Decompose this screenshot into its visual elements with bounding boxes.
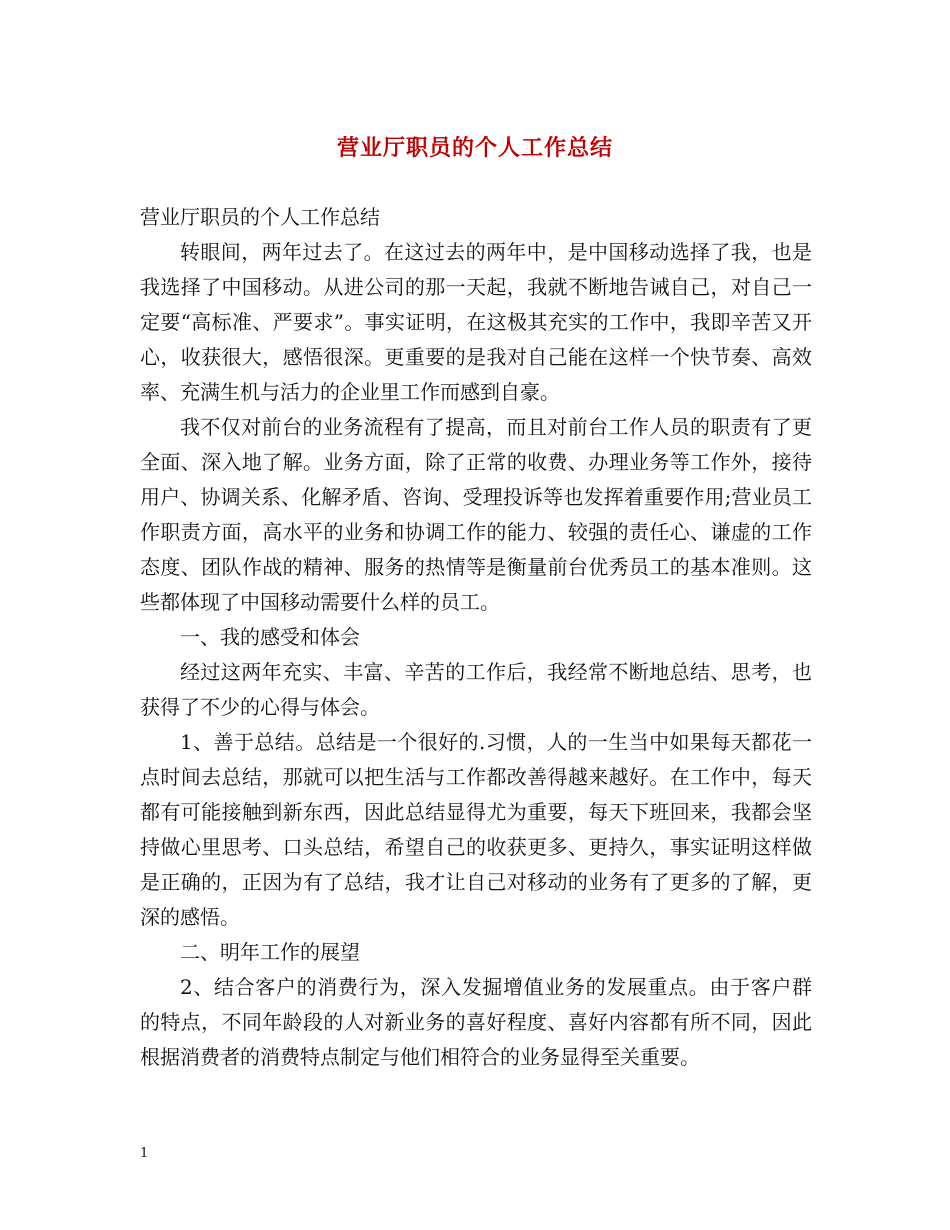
page-number: 1	[140, 1146, 149, 1161]
body-paragraph: 我不仅对前台的业务流程有了提高，而且对前台工作人员的职责有了更全面、深入地了解。业务方面，除了正常的收费、办理业务等工作外，接待用户、协调关系、化解矛盾、咨询、受理投诉等也发挥着重要作用;营业员工作职责方面，高水平的业务和协调工作的能力、较强的责任心、谦虚的工作态度、团队作战的精神、服务的热情等是衡量前台优秀员工的基本准则。这些都体现了中国移动需要什么样的员工。	[140, 415, 812, 614]
body-paragraph: 2、结合客户的消费行为，深入发掘增值业务的发展重点。由于客户群的特点，不同年龄段的人对新业务的喜好程度、喜好内容都有所不同，因此根据消费者的消费特点制定与他们相符合的业务显得至关重要。	[140, 975, 812, 1069]
section-heading: 二、明年工作的展望	[180, 940, 360, 964]
body-paragraph: 经过这两年充实、丰富、辛苦的工作后，我经常不断地总结、思考，也获得了不少的心得与体会。	[140, 660, 812, 719]
body-paragraph: 转眼间，两年过去了。在这过去的两年中，是中国移动选择了我，也是我选择了中国移动。从进公司的那一天起，我就不断地告诫自己，对自己一定要“高标准、严要求”。事实证明，在这极其充实的工作中，我即辛苦又开心，收获很大，感悟很深。更重要的是我对自己能在这样一个快节奏、高效率、充满生机与活力的企业里工作而感到自豪。	[140, 240, 812, 404]
body-paragraph: 1、善于总结。总结是一个很好的.习惯，人的一生当中如果每天都花一点时间去总结，那就可以把生活与工作都改善得越来越好。在工作中，每天都有可能接触到新东西，因此总结显得尤为重要，每天下班回来，我都会坚持做心里思考、口头总结，希望自己的收获更多、更持久，事实证明这样做是正确的，正因为有了总结，我才让自己对移动的业务有了更多的了解，更深的感悟。	[140, 730, 812, 929]
section-heading: 一、我的感受和体会	[180, 625, 360, 649]
body-paragraph-heading: 营业厅职员的个人工作总结	[140, 205, 380, 229]
document-body	[140, 200, 812, 1075]
document-title: 营业厅职员的个人工作总结	[336, 135, 613, 161]
